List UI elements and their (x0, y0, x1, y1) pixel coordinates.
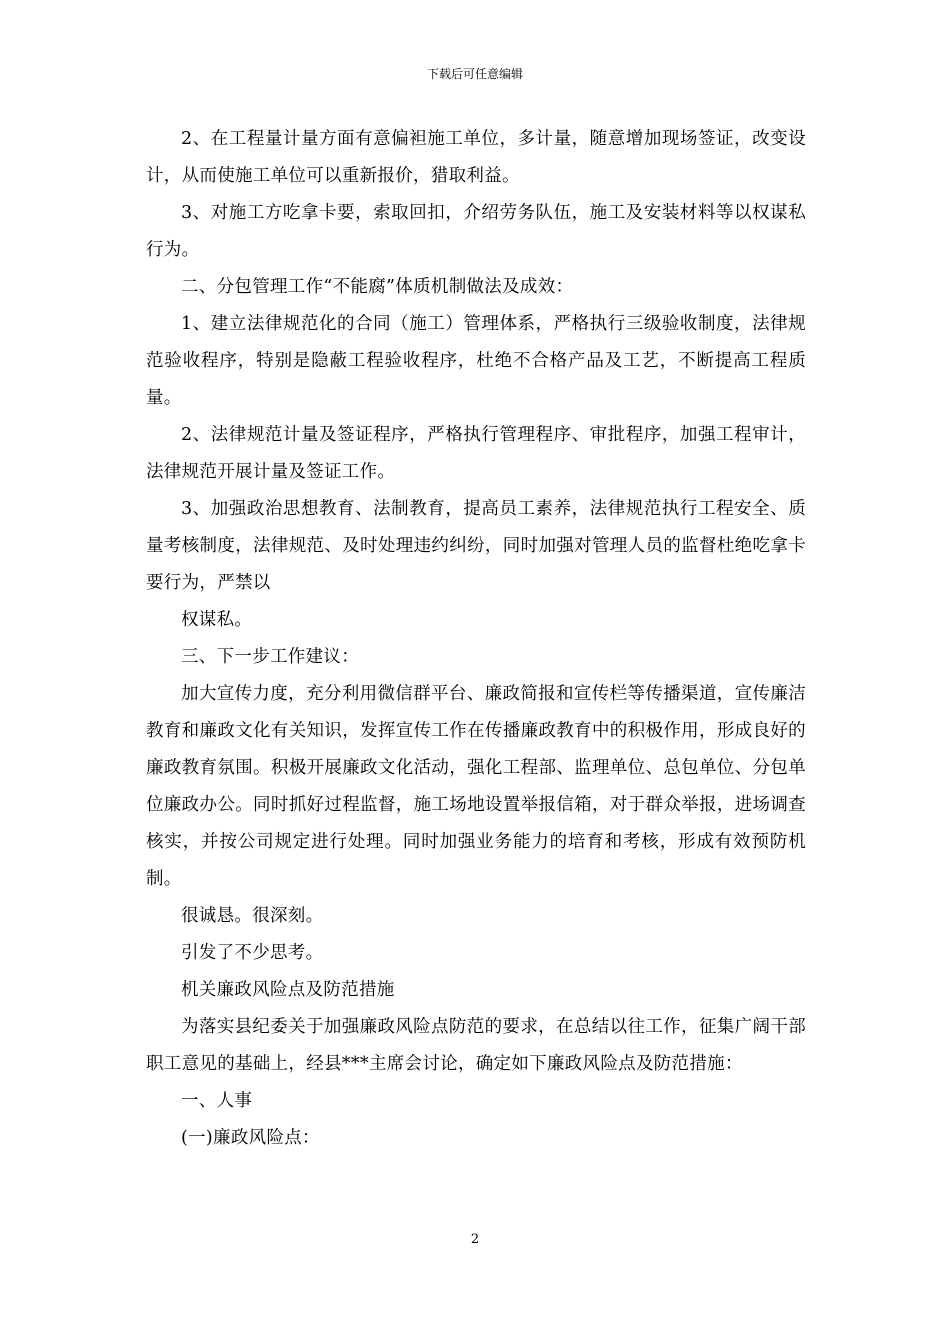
paragraph: 为落实县纪委关于加强廉政风险点防范的要求，在总结以往工作，征集广阔干部职工意见的基础上，经县***主席会讨论，确定如下廉政风险点及防范措施： (146, 1017, 806, 1074)
document-title: 机关廉政风险点及防范措施 (181, 980, 395, 1000)
page-number: 2 (470, 1232, 480, 1247)
section-heading: 二、分包管理工作“不能腐”体质机制做法及成效： (181, 277, 574, 297)
paragraph: 2、法律规范计量及签证程序，严格执行管理程序、审批程序，加强工程审计，法律规范开展计量及签证工作。 (146, 425, 806, 482)
document-body (146, 121, 806, 1157)
paragraph: 引发了不少思考。 (181, 943, 324, 963)
paragraph: 3、对施工方吃拿卡要，索取回扣，介绍劳务队伍，施工及安装材料等以权谋私行为。 (146, 203, 806, 260)
section-heading: 一、人事 (181, 1091, 253, 1111)
paragraph: 很诚恳。很深刻。 (181, 906, 324, 926)
paragraph: 加大宣传力度，充分利用微信群平台、廉政简报和宣传栏等传播渠道，宣传廉洁教育和廉政文化有关知识，发挥宣传工作在传播廉政教育中的积极作用，形成良好的廉政教育氛围。积极开展廉政文化活动，强化工程部、监理单位、总包单位、分包单位廉政办公。同时抓好过程监督，施工场地设置举报信箱，对于群众举报，进场调查核实，并按公司规定进行处理。同时加强业务能力的培育和考核，形成有效预防机制。 (146, 684, 806, 889)
subsection-heading: (一)廉政风险点： (181, 1128, 320, 1148)
section-heading: 三、下一步工作建议： (181, 647, 359, 667)
paragraph: 3、加强政治思想教育、法制教育，提高员工素养，法律规范执行工程安全、质量考核制度，法律规范、及时处理违约纠纷，同时加强对管理人员的监督杜绝吃拿卡要行为，严禁以 (146, 499, 806, 593)
paragraph: 权谋私。 (181, 610, 253, 630)
paragraph: 1、建立法律规范化的合同（施工）管理体系，严格执行三级验收制度，法律规范验收程序，特别是隐蔽工程验收程序，杜绝不合格产品及工艺，不断提高工程质量。 (146, 314, 806, 408)
page-header: 下载后可任意编辑 (426, 67, 523, 81)
paragraph: 2、在工程量计量方面有意偏袒施工单位，多计量，随意增加现场签证，改变设计，从而使施工单位可以重新报价，猎取利益。 (146, 129, 806, 186)
